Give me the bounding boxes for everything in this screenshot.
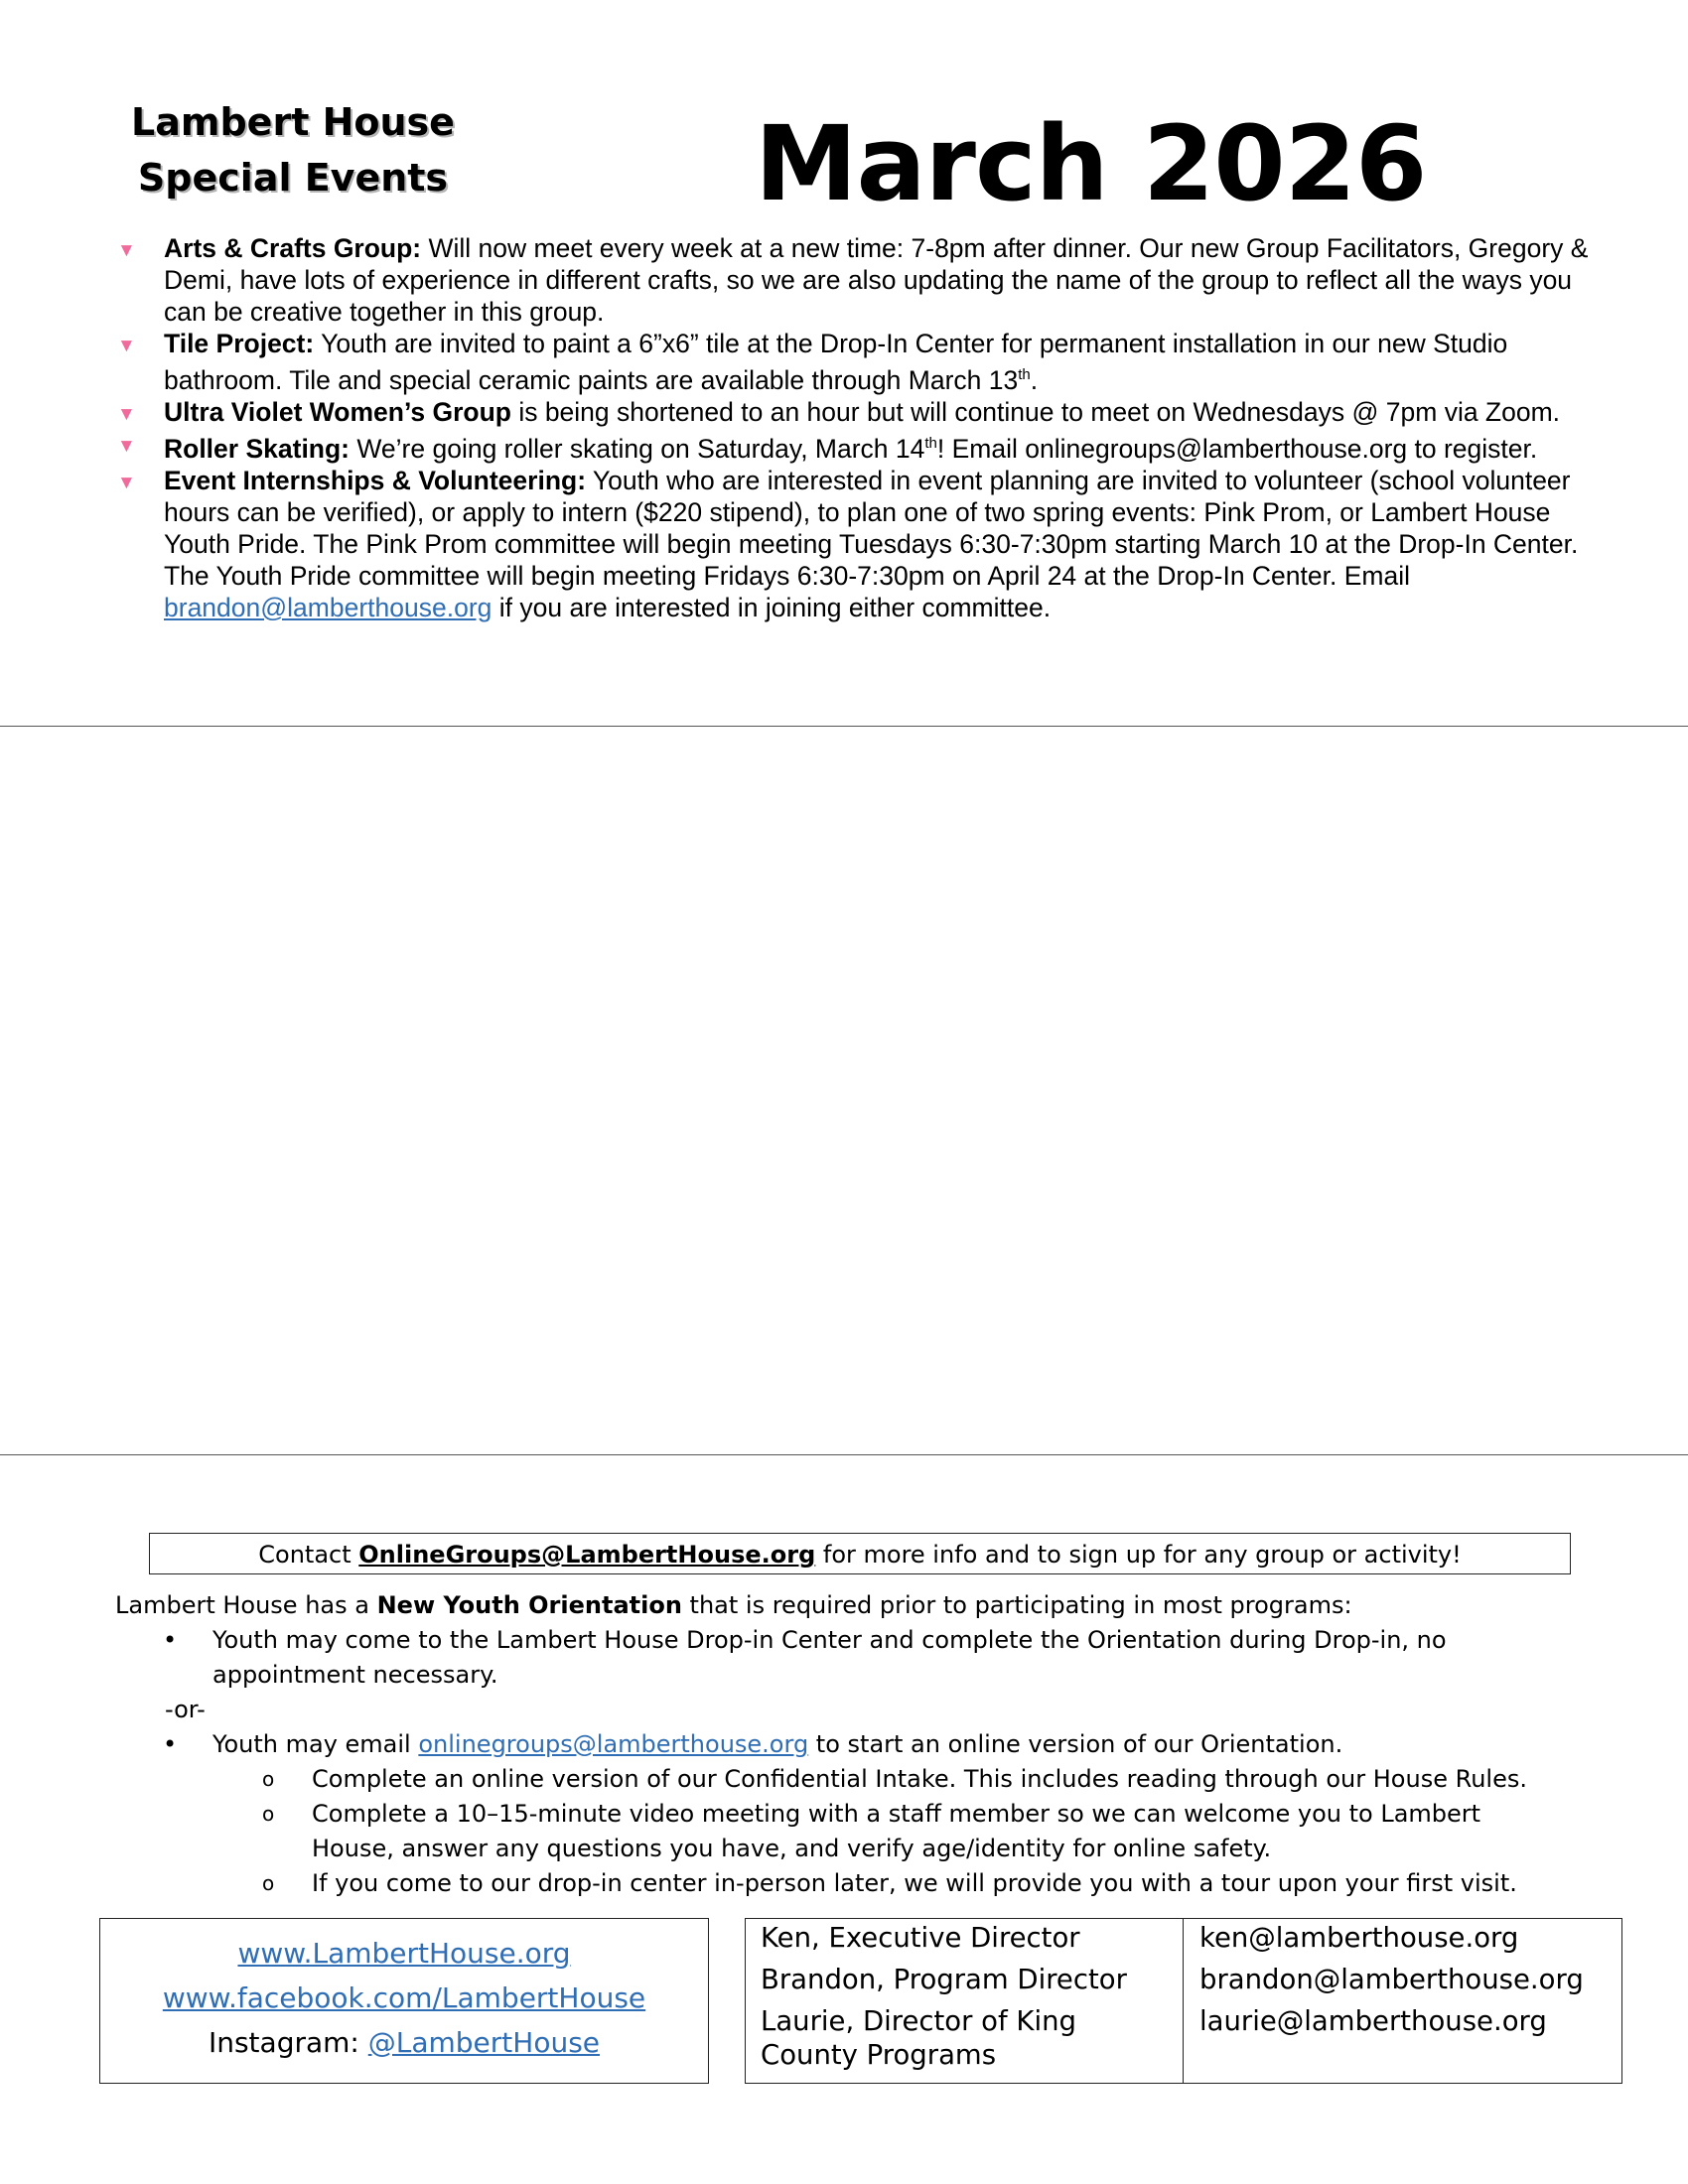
- staff-role: Laurie, Director of King County Programs: [761, 2005, 1076, 2071]
- orientation-bullet-1-cont: [115, 1658, 1605, 1693]
- event-text: is being shortened to an hour but will continue to meet on Wednesdays @ 7pm via Zoom.: [510, 396, 1561, 427]
- triangle-bullet-icon: ▼: [117, 403, 136, 425]
- staff-role: Ken, Executive Director: [761, 1922, 1080, 1954]
- links-box: [99, 1918, 709, 2084]
- event-title: Ultra Violet Women’s Group: [164, 396, 511, 427]
- orientation-sub-2-cont: [115, 1832, 1605, 1866]
- bullet2-suffix: to start an online version of our Orientation.: [808, 1730, 1343, 1758]
- triangle-bullet-icon: ▼: [117, 240, 136, 261]
- or-separator: -or-: [165, 1696, 206, 1723]
- staff-role: Brandon, Program Director: [761, 1964, 1127, 1995]
- orientation-bullet-1: [115, 1623, 1605, 1658]
- bullet1-line2: appointment necessary.: [212, 1661, 498, 1689]
- event-text: We’re going roller skating on Saturday, March 14: [350, 433, 925, 464]
- intro-suffix: that is required prior to participating in most programs:: [681, 1591, 1352, 1619]
- event-text-after: if you are interested in joining either committee.: [492, 592, 1052, 622]
- circle-bullet-icon: o: [262, 1767, 275, 1791]
- contact-prefix: Contact: [258, 1541, 359, 1569]
- staff-email: laurie@lamberthouse.org: [1199, 2005, 1547, 2037]
- event-text: Will now meet every week at a new time: 7-8pm after dinner. Our new Group Facilitators, Gregory & Demi, have lots of experience in different crafts, so we are also updating the name of the group to reflect all the ways you can be creative together in this group.: [164, 233, 1589, 327]
- event-text: Youth who are interested in event planning are invited to volunteer (school volunteer hours can be verified), or apply to intern ($220 stipend), to plan one of two spring events: Pink Prom, or Lambert House Youth Pride. The Pink Prom committee will begin meeting Tuesdays 6:30-7:30pm starting March 10 at the Drop-In Center. The Youth Pride committee will begin meeting Fridays 6:30-7:30pm on April 24 at the Drop-In Center. Email: [164, 465, 1579, 591]
- contact-email-link[interactable]: OnlineGroups@LambertHouse.org: [358, 1541, 816, 1569]
- brand-line-1: Lambert House: [131, 100, 455, 144]
- intro-bold: New Youth Orientation: [376, 1591, 682, 1619]
- event-title: Arts & Crafts Group:: [164, 233, 422, 263]
- orientation-intro: [115, 1588, 1605, 1623]
- circle-bullet-icon: o: [262, 1871, 275, 1895]
- list-item: [0, 232, 1688, 328]
- orientation-sub-1: [115, 1762, 1605, 1797]
- event-text-after: .: [1030, 364, 1039, 395]
- intro-prefix: Lambert House has a: [115, 1591, 377, 1619]
- list-item: [0, 465, 1688, 623]
- triangle-bullet-icon: ▼: [117, 336, 136, 356]
- staff-emails-column: [1183, 1919, 1621, 2083]
- list-item: [0, 396, 1688, 428]
- bullet-dot-icon: •: [163, 1626, 178, 1654]
- event-text: Youth are invited to paint a 6”x6” tile at the Drop-In Center for permanent installation in our new Studio bathroom. Tile and special ceramic paints are available through March 13: [164, 329, 1508, 395]
- facebook-link[interactable]: www.facebook.com/LambertHouse: [162, 1981, 646, 2014]
- orientation-bullet-2: [115, 1727, 1605, 1762]
- event-sup: th: [924, 434, 937, 452]
- event-title: Event Internships & Volunteering:: [164, 465, 587, 495]
- brand-title: [109, 94, 477, 205]
- sub2-line1: Complete a 10–15-minute video meeting with a staff member so we can welcome you to Lambert: [312, 1800, 1481, 1828]
- triangle-bullet-icon: ▼: [117, 435, 136, 457]
- brandon-email-link[interactable]: brandon@lamberthouse.org: [164, 592, 492, 622]
- circle-bullet-icon: o: [262, 1802, 275, 1826]
- list-item: [0, 328, 1688, 396]
- sub1-text: Complete an online version of our Confidential Intake. This includes reading through our House Rules.: [312, 1765, 1527, 1793]
- bullet1-line1: Youth may come to the Lambert House Drop-in Center and complete the Orientation during Drop-in, no: [212, 1626, 1447, 1654]
- staff-email: ken@lamberthouse.org: [1199, 1922, 1519, 1954]
- instagram-link[interactable]: @LambertHouse: [367, 2026, 601, 2059]
- divider-bottom: [0, 1454, 1688, 1455]
- list-item: [0, 428, 1688, 465]
- staff-table: [745, 1918, 1622, 2084]
- orientation-sub-3: [115, 1866, 1605, 1901]
- events-list: [0, 232, 1688, 623]
- onlinegroups-email-link[interactable]: onlinegroups@lamberthouse.org: [418, 1730, 809, 1758]
- instagram-line: [100, 2020, 708, 2065]
- event-sup: th: [1018, 366, 1031, 383]
- staff-email: brandon@lamberthouse.org: [1199, 1964, 1584, 1995]
- sub3-text: If you come to our drop-in center in-person later, we will provide you with a tour upon your first visit.: [312, 1869, 1517, 1897]
- staff-roles-column: [746, 1919, 1183, 2083]
- triangle-bullet-icon: ▼: [117, 472, 136, 493]
- contact-box: [149, 1533, 1571, 1574]
- page-title: March 2026: [755, 103, 1427, 224]
- instagram-label: Instagram:: [208, 2026, 368, 2059]
- bullet2-prefix: Youth may email: [212, 1730, 419, 1758]
- brand-line-2: Special Events: [137, 156, 449, 200]
- orientation-sub-2: [115, 1797, 1605, 1832]
- website-link[interactable]: www.LambertHouse.org: [237, 1937, 571, 1970]
- event-title: Roller Skating:: [164, 433, 351, 464]
- divider-top: [0, 726, 1688, 727]
- bullet-dot-icon: •: [163, 1730, 178, 1758]
- sub2-line2: House, answer any questions you have, and verify age/identity for online safety.: [312, 1835, 1272, 1862]
- event-text-after: ! Email onlinegroups@lamberthouse.org to register.: [936, 433, 1538, 464]
- contact-suffix: for more info and to sign up for any group or activity!: [815, 1541, 1462, 1569]
- event-title: Tile Project:: [164, 329, 315, 358]
- orientation-section: [115, 1588, 1605, 1901]
